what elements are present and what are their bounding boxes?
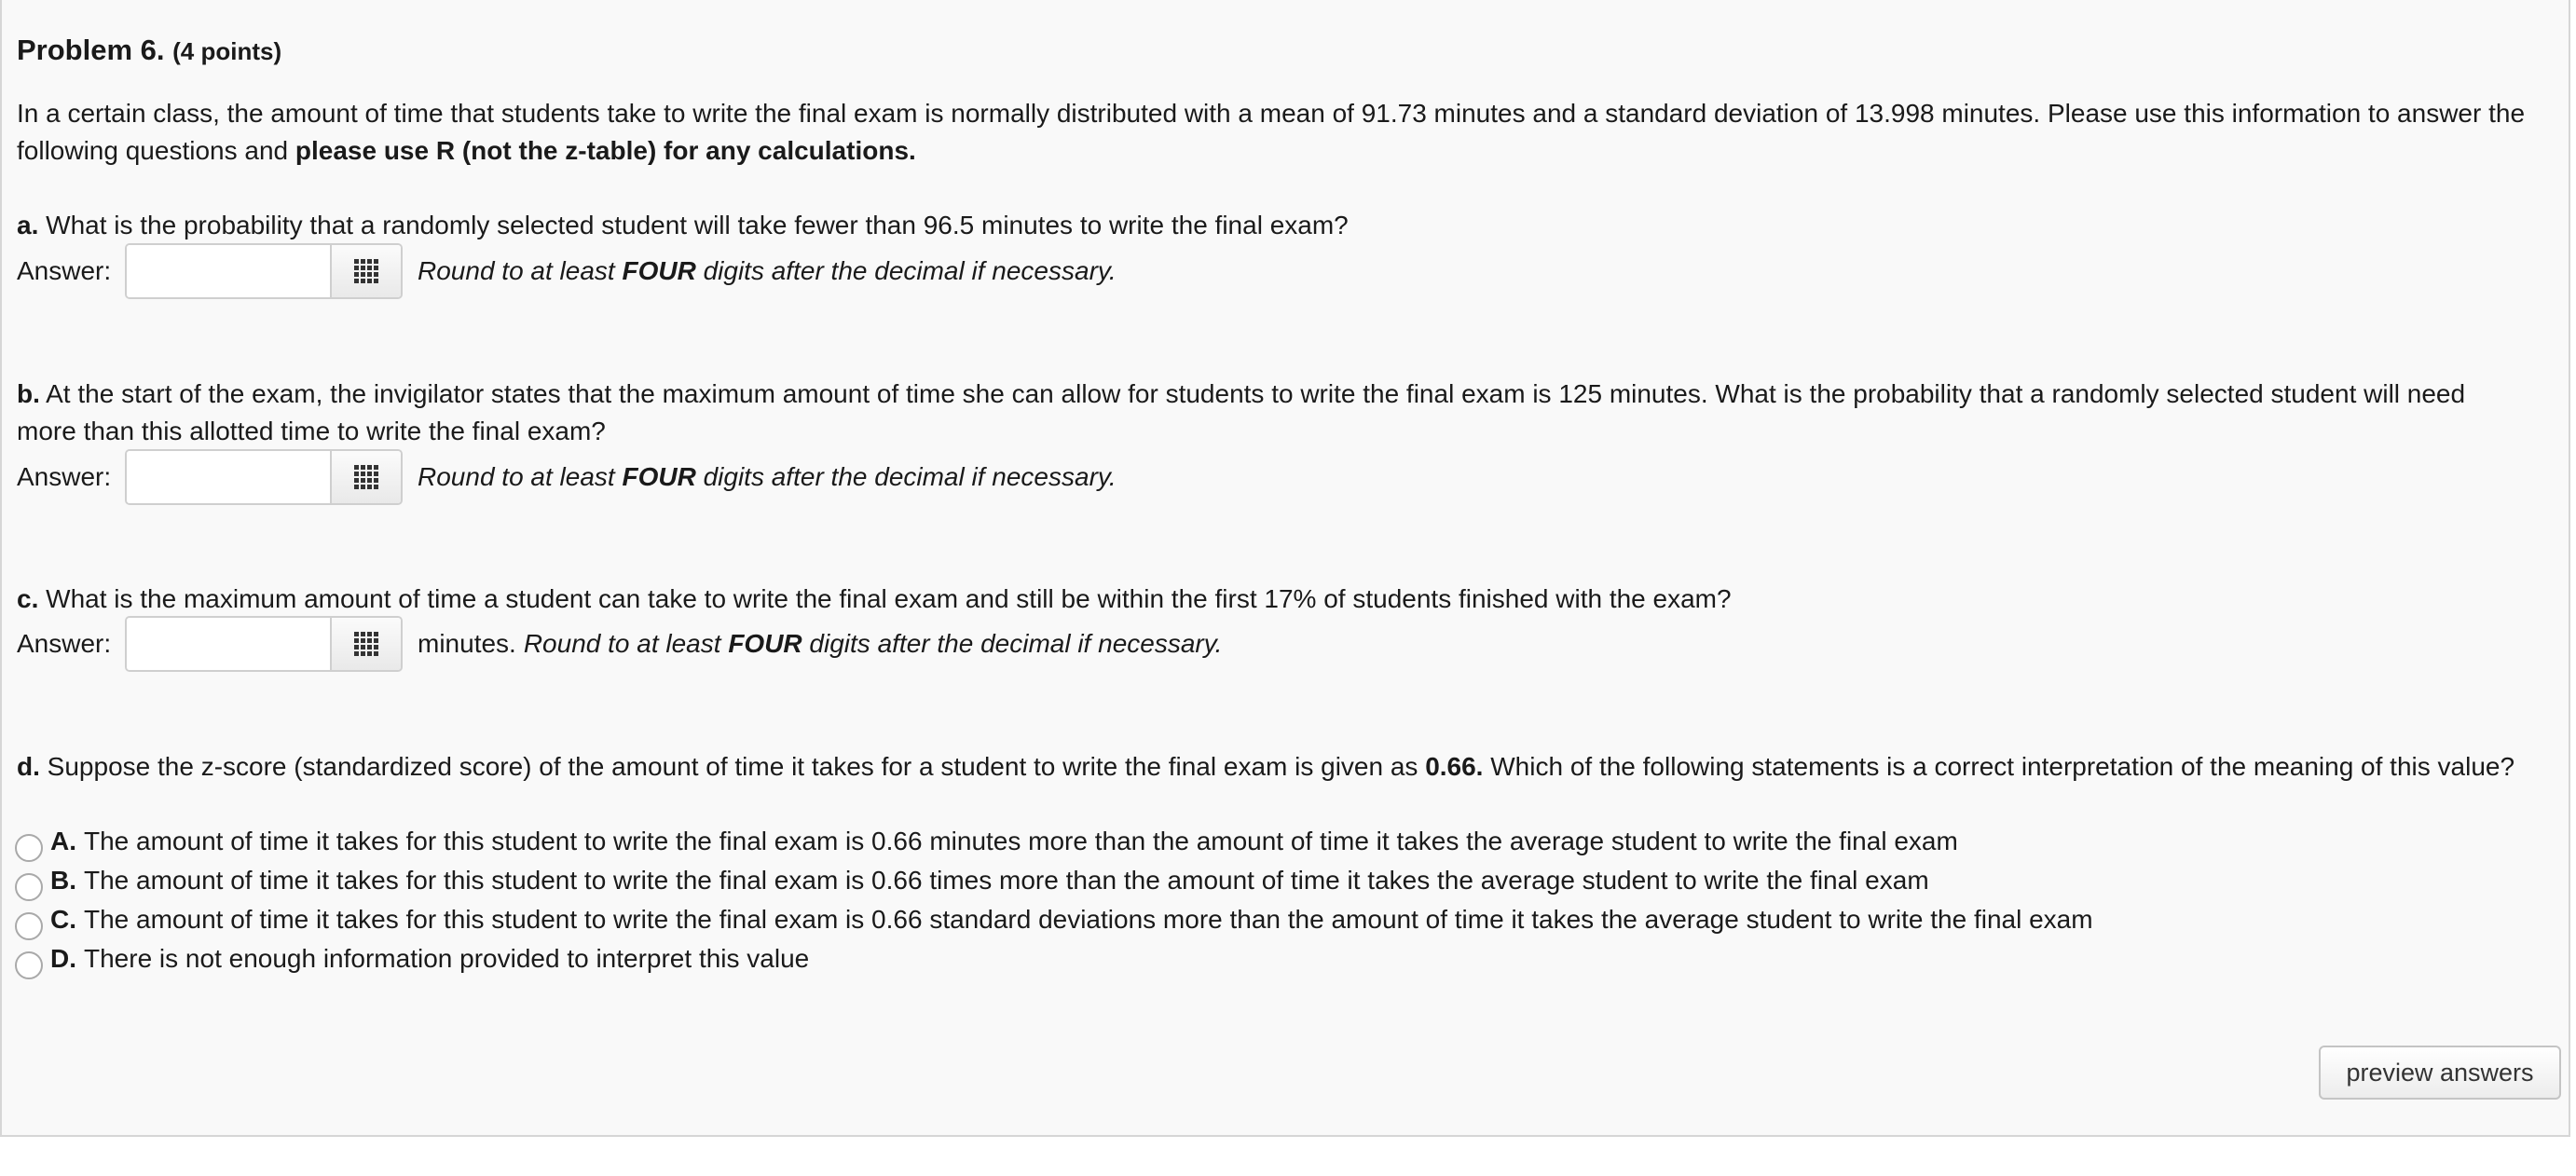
option-b-text: The amount of time it takes for this student to write the final exam is 0.66 times more than the amount of time it takes the average student to write the final exam <box>84 866 1929 895</box>
part-a-label: a. <box>17 211 39 239</box>
hint-post: digits after the decimal if necessary. <box>695 256 1117 285</box>
radio-button-d[interactable] <box>15 951 43 979</box>
part-c-label: c. <box>17 584 39 613</box>
part-d-question-pre: Suppose the z-score (standardized score) of the amount of time it takes for a student to write the final exam is given as <box>39 752 1426 781</box>
part-b-hint <box>418 462 1117 492</box>
problem-title-text: Problem 6. <box>17 34 165 66</box>
part-b-answer-row <box>17 449 1117 505</box>
option-d-text: There is not enough information provided to interpret this value <box>84 944 810 973</box>
part-d-option-b[interactable] <box>15 861 1929 900</box>
radio-button-a[interactable] <box>15 834 43 862</box>
hint-post: digits after the decimal if necessary. <box>695 462 1117 491</box>
part-c-answer-input[interactable] <box>127 618 330 670</box>
grid-icon <box>354 259 378 283</box>
answer-label: Answer: <box>17 462 112 491</box>
part-b-question-line-2: more than this allotted time to write the final exam? <box>17 417 606 445</box>
part-a-answer-row <box>17 243 1117 299</box>
part-c-question-text: What is the maximum amount of time a student can take to write the final exam and still be within the first 17% of students finished with the exam? <box>38 584 1732 613</box>
problem-points: (4 points) <box>172 37 282 65</box>
option-b-letter: B. <box>50 866 76 895</box>
part-d-question-bold: 0.66. <box>1425 752 1484 781</box>
part-d-option-a[interactable] <box>15 822 1958 861</box>
hint-post: digits after the decimal if necessary. <box>802 629 1223 658</box>
hint-bold: FOUR <box>622 462 696 491</box>
answer-label: Answer: <box>17 629 112 658</box>
grid-icon <box>354 465 378 489</box>
radio-button-b[interactable] <box>15 873 43 901</box>
hint-pre: Round to at least <box>418 462 623 491</box>
preview-answers-button[interactable]: preview answers <box>2319 1046 2561 1100</box>
problem-title <box>17 34 281 67</box>
part-a-question <box>17 207 1349 244</box>
part-d-question-post: Which of the following statements is a correct interpretation of the meaning of this value? <box>1483 752 2515 781</box>
part-c-hint <box>524 629 1223 659</box>
option-c-letter: C. <box>50 905 76 934</box>
part-c-answer-row <box>17 616 1222 672</box>
option-c-text: The amount of time it takes for this student to write the final exam is 0.66 standard deviations more than the amount of time it takes the average student to write the final exam <box>84 905 2093 934</box>
part-c-answer-box <box>125 616 403 672</box>
intro-plain-text: following questions and <box>17 136 295 165</box>
part-c-unit: minutes. <box>418 629 516 658</box>
part-a-question-text: What is the probability that a randomly selected student will take fewer than 96.5 minutes to write the final exam? <box>38 211 1349 239</box>
hint-bold: FOUR <box>728 629 802 658</box>
part-b-answer-input[interactable] <box>127 451 330 503</box>
part-c-question <box>17 581 1732 618</box>
problem-intro-line-2 <box>17 132 916 170</box>
option-a-letter: A. <box>50 827 76 855</box>
part-a-hint <box>418 256 1117 286</box>
part-c-equation-editor-button[interactable] <box>330 618 401 670</box>
option-d-letter: D. <box>50 944 76 973</box>
intro-bold-text: please use R (not the z-table) for any calculations. <box>295 136 916 165</box>
part-b-question-text: At the start of the exam, the invigilator states that the maximum amount of time she can allow for students to write the final exam is 125 minutes. What is the probability that a randomly selected student will need <box>39 379 2466 408</box>
part-b-equation-editor-button[interactable] <box>330 451 401 503</box>
part-a-equation-editor-button[interactable] <box>330 245 401 297</box>
part-a-answer-box <box>125 243 403 299</box>
hint-pre: Round to at least <box>418 256 623 285</box>
part-b-question-line-1 <box>17 376 2465 413</box>
hint-pre: Round to at least <box>523 629 729 658</box>
part-d-option-d[interactable] <box>15 939 809 978</box>
hint-bold: FOUR <box>622 256 696 285</box>
part-d-label: d. <box>17 752 40 781</box>
part-b-answer-box <box>125 449 403 505</box>
answer-label: Answer: <box>17 256 112 285</box>
part-b-label: b. <box>17 379 40 408</box>
part-d-question <box>17 748 2514 786</box>
radio-button-c[interactable] <box>15 912 43 940</box>
problem-intro-line-1: In a certain class, the amount of time that students take to write the final exam is normally distributed with a mean of 91.73 minutes and a standard deviation of 13.998 minutes. Please use this information to answer the <box>17 99 2526 128</box>
grid-icon <box>354 632 378 656</box>
part-a-answer-input[interactable] <box>127 245 330 297</box>
part-d-option-c[interactable] <box>15 900 2093 939</box>
option-a-text: The amount of time it takes for this student to write the final exam is 0.66 minutes more than the amount of time it takes the average student to write the final exam <box>84 827 1958 855</box>
